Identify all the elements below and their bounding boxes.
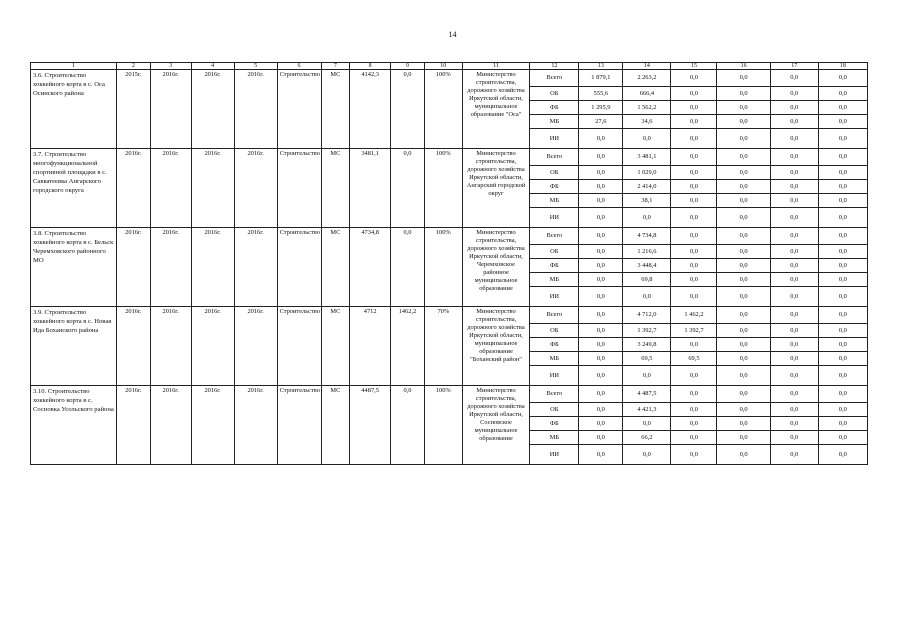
col-13-value: 27,6: [579, 115, 623, 129]
column-number-11: 11: [462, 63, 530, 70]
col-14-value: 4 734,8: [623, 228, 671, 245]
col-18-value: 0,0: [818, 180, 867, 194]
col-13-value: 0,0: [579, 228, 623, 245]
col-16-value: 0,0: [717, 245, 770, 259]
col-17-value: 0,0: [770, 194, 818, 208]
work-type: Строительство: [277, 149, 321, 228]
col-16-value: 0,0: [717, 149, 770, 166]
col-15-value: 1 462,2: [671, 307, 717, 324]
column-number-9: 9: [391, 63, 425, 70]
remaining-cost: 0,0: [391, 386, 425, 465]
col-18-value: 0,0: [818, 115, 867, 129]
col-17-value: 0,0: [770, 70, 818, 87]
column-number-row: [31, 63, 868, 70]
col-18-value: 0,0: [818, 129, 867, 149]
col-14-value: 4 712,0: [623, 307, 671, 324]
col-13-value: 0,0: [579, 259, 623, 273]
col-13-value: 0,0: [579, 386, 623, 403]
col-17-value: 0,0: [770, 149, 818, 166]
section-name: 3.9. Строительство хоккейного корта в с. Новая Ида Боханского района: [31, 307, 117, 386]
start-date: 2016г.: [191, 228, 234, 307]
work-type: Строительство: [277, 386, 321, 465]
col-15-value: 0,0: [671, 208, 717, 228]
col-16-value: 0,0: [717, 166, 770, 180]
end-date: 2016г.: [234, 386, 277, 465]
col-15-value: 0,0: [671, 129, 717, 149]
col-16-value: 0,0: [717, 403, 770, 417]
col-15-value: 0,0: [671, 259, 717, 273]
col-18-value: 0,0: [818, 166, 867, 180]
col-17-value: 0,0: [770, 259, 818, 273]
table-row: [31, 149, 868, 166]
end-date: 2016г.: [234, 70, 277, 149]
col-16-value: 0,0: [717, 366, 770, 386]
col-14-value: 0,0: [623, 417, 671, 431]
col-17-value: 0,0: [770, 87, 818, 101]
col-14-value: 2 263,2: [623, 70, 671, 87]
col-18-value: 0,0: [818, 245, 867, 259]
col-18-value: 0,0: [818, 70, 867, 87]
start-year: 2015г.: [116, 70, 150, 149]
capacity-unit: МС: [321, 228, 350, 307]
capacity-unit: МС: [321, 307, 350, 386]
executor: Министерство строительства, дорожного хозяйства Иркутской области, Сосновское муниципальное образование: [462, 386, 530, 465]
col-15-value: 0,0: [671, 273, 717, 287]
col-13-value: 555,6: [579, 87, 623, 101]
col-18-value: 0,0: [818, 287, 867, 307]
column-number-8: 8: [350, 63, 391, 70]
col-13-value: 1 879,1: [579, 70, 623, 87]
col-13-value: 0,0: [579, 445, 623, 465]
col-15-value: 69,5: [671, 352, 717, 366]
estimated-cost: 4734,8: [350, 228, 391, 307]
column-number-15: 15: [671, 63, 717, 70]
col-17-value: 0,0: [770, 324, 818, 338]
col-17-value: 0,0: [770, 245, 818, 259]
col-13-value: 0,0: [579, 307, 623, 324]
col-14-value: 69,5: [623, 352, 671, 366]
column-number-2: 2: [116, 63, 150, 70]
column-number-14: 14: [623, 63, 671, 70]
col-14-value: 0,0: [623, 287, 671, 307]
col-15-value: 0,0: [671, 101, 717, 115]
funding-source: ФБ: [530, 180, 579, 194]
start-date: 2016г.: [191, 307, 234, 386]
estimated-cost: 4712: [350, 307, 391, 386]
col-13-value: 0,0: [579, 149, 623, 166]
funding-source: Всего: [530, 70, 579, 87]
remaining-cost: 0,0: [391, 228, 425, 307]
capacity-unit: МС: [321, 149, 350, 228]
col-14-value: 2 414,0: [623, 180, 671, 194]
end-date: 2016г.: [234, 307, 277, 386]
col-13-value: 1 295,9: [579, 101, 623, 115]
program-table: [30, 62, 868, 465]
col-18-value: 0,0: [818, 324, 867, 338]
column-number-6: 6: [277, 63, 321, 70]
col-17-value: 0,0: [770, 417, 818, 431]
column-number-7: 7: [321, 63, 350, 70]
funding-source: МБ: [530, 431, 579, 445]
funding-source: ИИ: [530, 129, 579, 149]
work-type: Строительство: [277, 70, 321, 149]
col-18-value: 0,0: [818, 149, 867, 166]
col-18-value: 0,0: [818, 352, 867, 366]
funding-source: Всего: [530, 228, 579, 245]
column-number-16: 16: [717, 63, 770, 70]
end-year: 2016г.: [150, 228, 191, 307]
executor: Министерство строительства, дорожного хозяйства Иркутской области, Ангарский городской округ: [462, 149, 530, 228]
col-14-value: 4 421,3: [623, 403, 671, 417]
funding-source: ИИ: [530, 366, 579, 386]
col-16-value: 0,0: [717, 194, 770, 208]
col-15-value: 0,0: [671, 417, 717, 431]
readiness: 100%: [424, 70, 462, 149]
col-14-value: 0,0: [623, 445, 671, 465]
executor: Министерство строительства, дорожного хозяйства Иркутской области, Черемховское районное муниципальное образование: [462, 228, 530, 307]
col-16-value: 0,0: [717, 129, 770, 149]
col-16-value: 0,0: [717, 417, 770, 431]
col-16-value: 0,0: [717, 259, 770, 273]
col-14-value: 0,0: [623, 208, 671, 228]
col-17-value: 0,0: [770, 352, 818, 366]
col-16-value: 0,0: [717, 445, 770, 465]
remaining-cost: 0,0: [391, 70, 425, 149]
col-13-value: 0,0: [579, 324, 623, 338]
start-year: 2016г.: [116, 228, 150, 307]
col-17-value: 0,0: [770, 338, 818, 352]
funding-source: ОБ: [530, 87, 579, 101]
col-16-value: 0,0: [717, 115, 770, 129]
col-15-value: 0,0: [671, 386, 717, 403]
col-14-value: 1 029,0: [623, 166, 671, 180]
start-year: 2016г.: [116, 307, 150, 386]
column-number-13: 13: [579, 63, 623, 70]
work-type: Строительство: [277, 228, 321, 307]
col-17-value: 0,0: [770, 101, 818, 115]
col-13-value: 0,0: [579, 245, 623, 259]
end-date: 2016г.: [234, 149, 277, 228]
column-number-5: 5: [234, 63, 277, 70]
section-name: 3.10. Строительство хоккейного корта в с. Сосновка Усольского района: [31, 386, 117, 465]
readiness: 100%: [424, 149, 462, 228]
col-13-value: 0,0: [579, 180, 623, 194]
col-18-value: 0,0: [818, 307, 867, 324]
column-number-18: 18: [818, 63, 867, 70]
section-name: 3.6. Строительство хоккейного корта в с. Оса Осинского района: [31, 70, 117, 149]
col-16-value: 0,0: [717, 228, 770, 245]
col-17-value: 0,0: [770, 431, 818, 445]
col-14-value: 3 481,1: [623, 149, 671, 166]
funding-source: МБ: [530, 194, 579, 208]
work-type: Строительство: [277, 307, 321, 386]
col-14-value: 4 487,5: [623, 386, 671, 403]
start-year: 2016г.: [116, 386, 150, 465]
col-13-value: 0,0: [579, 166, 623, 180]
funding-source: ИИ: [530, 445, 579, 465]
col-17-value: 0,0: [770, 287, 818, 307]
col-13-value: 0,0: [579, 403, 623, 417]
col-15-value: 0,0: [671, 287, 717, 307]
col-15-value: 0,0: [671, 366, 717, 386]
col-15-value: 0,0: [671, 115, 717, 129]
col-15-value: 1 392,7: [671, 324, 717, 338]
estimated-cost: 4142,3: [350, 70, 391, 149]
funding-source: ИИ: [530, 287, 579, 307]
funding-source: ИИ: [530, 208, 579, 228]
col-17-value: 0,0: [770, 386, 818, 403]
col-16-value: 0,0: [717, 338, 770, 352]
col-18-value: 0,0: [818, 87, 867, 101]
funding-source: ФБ: [530, 417, 579, 431]
col-18-value: 0,0: [818, 445, 867, 465]
col-16-value: 0,0: [717, 307, 770, 324]
col-13-value: 0,0: [579, 417, 623, 431]
col-13-value: 0,0: [579, 273, 623, 287]
estimated-cost: 3481,1: [350, 149, 391, 228]
col-13-value: 0,0: [579, 338, 623, 352]
col-16-value: 0,0: [717, 87, 770, 101]
col-17-value: 0,0: [770, 445, 818, 465]
col-18-value: 0,0: [818, 208, 867, 228]
column-number-1: 1: [31, 63, 117, 70]
funding-source: ФБ: [530, 101, 579, 115]
table-body: [31, 63, 868, 465]
col-18-value: 0,0: [818, 366, 867, 386]
col-18-value: 0,0: [818, 403, 867, 417]
end-year: 2016г.: [150, 149, 191, 228]
col-17-value: 0,0: [770, 115, 818, 129]
funding-source: МБ: [530, 115, 579, 129]
start-date: 2016г.: [191, 386, 234, 465]
end-date: 2016г.: [234, 228, 277, 307]
col-13-value: 0,0: [579, 366, 623, 386]
col-16-value: 0,0: [717, 208, 770, 228]
executor: Министерство строительства, дорожного хозяйства Иркутской области, муниципальное образование "Боханский район": [462, 307, 530, 386]
col-18-value: 0,0: [818, 417, 867, 431]
capacity-unit: МС: [321, 70, 350, 149]
estimated-cost: 4487,5: [350, 386, 391, 465]
col-13-value: 0,0: [579, 431, 623, 445]
col-17-value: 0,0: [770, 228, 818, 245]
col-15-value: 0,0: [671, 149, 717, 166]
col-13-value: 0,0: [579, 287, 623, 307]
col-16-value: 0,0: [717, 180, 770, 194]
funding-source: ОБ: [530, 166, 579, 180]
funding-source: ФБ: [530, 338, 579, 352]
col-15-value: 0,0: [671, 87, 717, 101]
table-row: [31, 307, 868, 324]
col-14-value: 38,1: [623, 194, 671, 208]
col-18-value: 0,0: [818, 194, 867, 208]
executor: Министерство строительства, дорожного хозяйства Иркутской области, муниципальное образование "Оса": [462, 70, 530, 149]
funding-source: МБ: [530, 352, 579, 366]
col-17-value: 0,0: [770, 307, 818, 324]
col-15-value: 0,0: [671, 245, 717, 259]
col-17-value: 0,0: [770, 180, 818, 194]
column-number-17: 17: [770, 63, 818, 70]
col-14-value: 66,2: [623, 431, 671, 445]
col-17-value: 0,0: [770, 208, 818, 228]
col-15-value: 0,0: [671, 194, 717, 208]
capacity-unit: МС: [321, 386, 350, 465]
funding-source: МБ: [530, 273, 579, 287]
col-13-value: 0,0: [579, 352, 623, 366]
col-17-value: 0,0: [770, 129, 818, 149]
table-row: [31, 228, 868, 245]
remaining-cost: 0,0: [391, 149, 425, 228]
col-18-value: 0,0: [818, 386, 867, 403]
col-18-value: 0,0: [818, 228, 867, 245]
table-row: [31, 70, 868, 87]
funding-source: Всего: [530, 386, 579, 403]
column-number-4: 4: [191, 63, 234, 70]
col-16-value: 0,0: [717, 101, 770, 115]
readiness: 70%: [424, 307, 462, 386]
col-15-value: 0,0: [671, 431, 717, 445]
column-number-3: 3: [150, 63, 191, 70]
start-date: 2016г.: [191, 149, 234, 228]
col-16-value: 0,0: [717, 386, 770, 403]
col-14-value: 3 249,8: [623, 338, 671, 352]
col-16-value: 0,0: [717, 352, 770, 366]
col-16-value: 0,0: [717, 70, 770, 87]
col-17-value: 0,0: [770, 366, 818, 386]
col-18-value: 0,0: [818, 101, 867, 115]
col-13-value: 0,0: [579, 208, 623, 228]
col-16-value: 0,0: [717, 287, 770, 307]
col-18-value: 0,0: [818, 259, 867, 273]
col-15-value: 0,0: [671, 228, 717, 245]
col-15-value: 0,0: [671, 166, 717, 180]
col-14-value: 666,4: [623, 87, 671, 101]
col-14-value: 69,8: [623, 273, 671, 287]
funding-source: ОБ: [530, 245, 579, 259]
page-number: 14: [448, 30, 457, 39]
end-year: 2016г.: [150, 307, 191, 386]
col-14-value: 0,0: [623, 129, 671, 149]
col-15-value: 0,0: [671, 445, 717, 465]
col-15-value: 0,0: [671, 180, 717, 194]
col-14-value: 0,0: [623, 366, 671, 386]
col-15-value: 0,0: [671, 70, 717, 87]
col-15-value: 0,0: [671, 338, 717, 352]
col-18-value: 0,0: [818, 431, 867, 445]
col-18-value: 0,0: [818, 338, 867, 352]
end-year: 2016г.: [150, 70, 191, 149]
col-14-value: 1 392,7: [623, 324, 671, 338]
funding-source: Всего: [530, 307, 579, 324]
col-17-value: 0,0: [770, 273, 818, 287]
col-17-value: 0,0: [770, 166, 818, 180]
table-row: [31, 386, 868, 403]
column-number-12: 12: [530, 63, 579, 70]
remaining-cost: 1462,2: [391, 307, 425, 386]
col-16-value: 0,0: [717, 431, 770, 445]
col-14-value: 1 216,6: [623, 245, 671, 259]
col-14-value: 34,6: [623, 115, 671, 129]
readiness: 100%: [424, 386, 462, 465]
section-name: 3.8. Строительство хоккейного корта в с. Бельск Черемховского районного МО: [31, 228, 117, 307]
section-name: 3.7. Строительство многофункциональной спортивной площадки в с. Савватеевка Ангарского городского округа: [31, 149, 117, 228]
readiness: 100%: [424, 228, 462, 307]
col-14-value: 3 448,4: [623, 259, 671, 273]
end-year: 2016г.: [150, 386, 191, 465]
funding-source: Всего: [530, 149, 579, 166]
col-13-value: 0,0: [579, 194, 623, 208]
funding-source: ОБ: [530, 324, 579, 338]
col-16-value: 0,0: [717, 273, 770, 287]
funding-source: ФБ: [530, 259, 579, 273]
start-date: 2016г.: [191, 70, 234, 149]
col-13-value: 0,0: [579, 129, 623, 149]
start-year: 2016г.: [116, 149, 150, 228]
col-17-value: 0,0: [770, 403, 818, 417]
col-18-value: 0,0: [818, 273, 867, 287]
column-number-10: 10: [424, 63, 462, 70]
col-15-value: 0,0: [671, 403, 717, 417]
col-14-value: 1 562,2: [623, 101, 671, 115]
col-16-value: 0,0: [717, 324, 770, 338]
funding-source: ОБ: [530, 403, 579, 417]
